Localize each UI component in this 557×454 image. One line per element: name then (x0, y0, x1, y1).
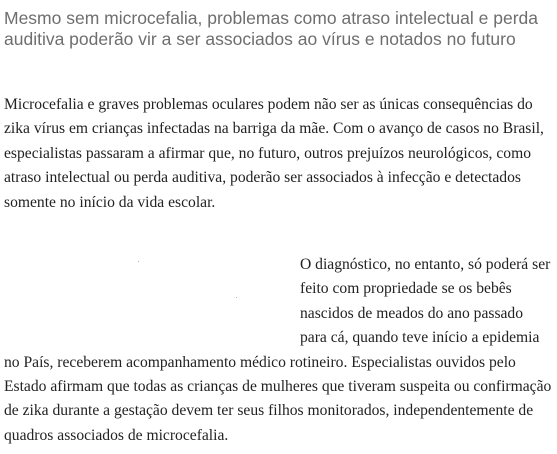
article-subtitle: Mesmo sem microcefalia, problemas como atraso intelectual e perda auditiva poderão vir a ser associados ao vírus e notados no futuro (4, 8, 538, 49)
article-paragraph-2: O diagnóstico, no entanto, só poderá ser feito com propriedade se os bebês nascidos de meados do ano passado para cá, quando teve início a epidemia no País, receberem acompanhamento médico rotineiro. Especialistas ouvidos pelo Estado afirmam que todas as crianças de mulheres que tiveram suspeita ou confirmação de zika durante a gestação devem ter seus filhos monitorados, independentemente de quadros associados de microcefalia. (4, 256, 552, 444)
artifact-dot (236, 297, 237, 298)
article-paragraph-1: Microcefalia e graves problemas oculares podem não ser as únicas consequências do zika vírus em crianças infectadas na barriga da mãe. Com o avanço de casos no Brasil, especialistas passaram a afirmar que, no futuro, outros prejuízos neurológicos, como atraso intelectual ou perda auditiva, poderão ser associados à infecção e detectados somente no início da vida escolar. (4, 96, 544, 211)
article-paragraph-2-block (4, 253, 552, 448)
artifact-dot (138, 261, 139, 262)
image-placeholder (4, 253, 300, 350)
